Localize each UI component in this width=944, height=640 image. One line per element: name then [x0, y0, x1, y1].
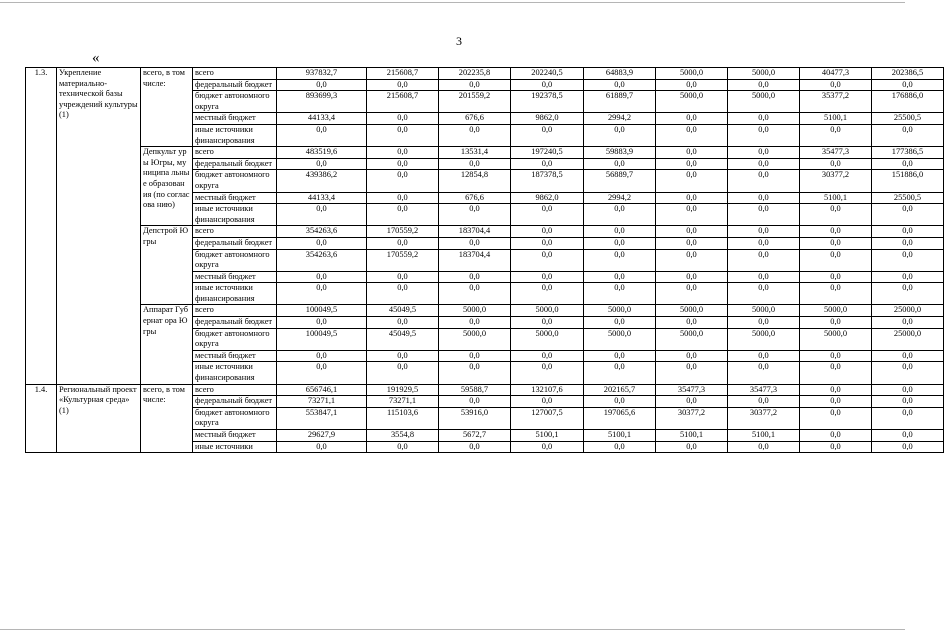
amount-cell: 0,0: [439, 362, 511, 384]
amount-cell: 44133,4: [277, 113, 367, 125]
amount-cell: 183704,4: [439, 249, 511, 271]
amount-cell: 0,0: [728, 192, 800, 204]
amount-cell: 115103,6: [367, 407, 439, 429]
amount-cell: 354263,6: [277, 249, 367, 271]
amount-cell: 5000,0: [656, 68, 728, 80]
amount-cell: 0,0: [511, 79, 584, 91]
funding-source: местный бюджет: [193, 271, 277, 283]
amount-cell: 0,0: [367, 441, 439, 453]
amount-cell: 35477,3: [656, 384, 728, 396]
amount-cell: 0,0: [872, 350, 944, 362]
amount-cell: 13531,4: [439, 147, 511, 159]
amount-cell: 0,0: [800, 237, 872, 249]
amount-cell: 0,0: [728, 204, 800, 226]
amount-cell: 0,0: [656, 362, 728, 384]
amount-cell: 0,0: [511, 362, 584, 384]
amount-cell: 0,0: [872, 396, 944, 408]
amount-cell: 0,0: [367, 204, 439, 226]
amount-cell: 61889,7: [584, 91, 656, 113]
amount-cell: 191929,5: [367, 384, 439, 396]
amount-cell: 676,6: [439, 113, 511, 125]
amount-cell: 0,0: [439, 124, 511, 146]
amount-cell: 5000,0: [511, 305, 584, 317]
amount-cell: 2994,2: [584, 192, 656, 204]
amount-cell: 73271,1: [367, 396, 439, 408]
amount-cell: 0,0: [800, 396, 872, 408]
amount-cell: 0,0: [367, 158, 439, 170]
amount-cell: 0,0: [800, 271, 872, 283]
amount-cell: 0,0: [439, 79, 511, 91]
amount-cell: 5000,0: [439, 305, 511, 317]
amount-cell: 0,0: [367, 170, 439, 192]
amount-cell: 30377,2: [800, 170, 872, 192]
amount-cell: 0,0: [800, 384, 872, 396]
amount-cell: 0,0: [800, 407, 872, 429]
amount-cell: 0,0: [656, 396, 728, 408]
amount-cell: 0,0: [872, 226, 944, 238]
amount-cell: 5100,1: [656, 430, 728, 442]
executor-cell: всего, в том числе:: [141, 384, 193, 453]
amount-cell: 0,0: [728, 396, 800, 408]
amount-cell: 192378,5: [511, 91, 584, 113]
amount-cell: 0,0: [872, 441, 944, 453]
amount-cell: 0,0: [367, 237, 439, 249]
amount-cell: 0,0: [872, 237, 944, 249]
amount-cell: 40477,3: [800, 68, 872, 80]
amount-cell: 0,0: [656, 441, 728, 453]
amount-cell: 215608,7: [367, 68, 439, 80]
amount-cell: 73271,1: [277, 396, 367, 408]
amount-cell: 5000,0: [584, 328, 656, 350]
amount-cell: 202235,8: [439, 68, 511, 80]
opening-quote-mark: «: [92, 50, 100, 66]
amount-cell: 0,0: [511, 396, 584, 408]
amount-cell: 0,0: [872, 271, 944, 283]
funding-source: местный бюджет: [193, 430, 277, 442]
amount-cell: 0,0: [800, 441, 872, 453]
amount-cell: 5000,0: [656, 91, 728, 113]
amount-cell: 5672,7: [439, 430, 511, 442]
funding-source: иные источники финансирования: [193, 124, 277, 146]
amount-cell: 0,0: [728, 441, 800, 453]
amount-cell: 0,0: [277, 237, 367, 249]
amount-cell: 0,0: [656, 192, 728, 204]
amount-cell: 5000,0: [728, 305, 800, 317]
amount-cell: 100049,5: [277, 328, 367, 350]
amount-cell: 0,0: [584, 79, 656, 91]
amount-cell: 25000,0: [872, 305, 944, 317]
amount-cell: 0,0: [511, 237, 584, 249]
funding-source: всего: [193, 384, 277, 396]
amount-cell: 0,0: [872, 79, 944, 91]
amount-cell: 3554,8: [367, 430, 439, 442]
table-body: [26, 68, 944, 453]
amount-cell: 0,0: [367, 317, 439, 329]
amount-cell: 0,0: [439, 283, 511, 305]
amount-cell: 0,0: [872, 407, 944, 429]
table-row: [26, 147, 944, 159]
page-number: 3: [456, 34, 462, 48]
amount-cell: 0,0: [656, 317, 728, 329]
amount-cell: 56889,7: [584, 170, 656, 192]
amount-cell: 0,0: [511, 271, 584, 283]
amount-cell: 0,0: [367, 147, 439, 159]
amount-cell: 0,0: [872, 384, 944, 396]
funding-source: местный бюджет: [193, 350, 277, 362]
amount-cell: 0,0: [656, 124, 728, 146]
amount-cell: 0,0: [367, 283, 439, 305]
funding-source: бюджет автономного округа: [193, 170, 277, 192]
amount-cell: 202240,5: [511, 68, 584, 80]
amount-cell: 0,0: [872, 362, 944, 384]
amount-cell: 0,0: [511, 350, 584, 362]
amount-cell: 0,0: [367, 271, 439, 283]
amount-cell: 35477,3: [728, 384, 800, 396]
amount-cell: 0,0: [584, 317, 656, 329]
amount-cell: 0,0: [584, 271, 656, 283]
amount-cell: 170559,2: [367, 249, 439, 271]
amount-cell: 127007,5: [511, 407, 584, 429]
amount-cell: 0,0: [439, 158, 511, 170]
amount-cell: 0,0: [277, 271, 367, 283]
amount-cell: 0,0: [584, 237, 656, 249]
amount-cell: 151886,0: [872, 170, 944, 192]
amount-cell: 0,0: [439, 237, 511, 249]
amount-cell: 5000,0: [728, 68, 800, 80]
amount-cell: 0,0: [728, 170, 800, 192]
funding-source: федеральный бюджет: [193, 79, 277, 91]
amount-cell: 0,0: [800, 350, 872, 362]
amount-cell: 0,0: [656, 237, 728, 249]
amount-cell: 0,0: [439, 317, 511, 329]
amount-cell: 187378,5: [511, 170, 584, 192]
amount-cell: 25000,0: [872, 328, 944, 350]
amount-cell: 0,0: [872, 317, 944, 329]
amount-cell: 0,0: [511, 204, 584, 226]
amount-cell: 0,0: [584, 226, 656, 238]
amount-cell: 5000,0: [511, 328, 584, 350]
amount-cell: 5100,1: [800, 113, 872, 125]
amount-cell: 100049,5: [277, 305, 367, 317]
funding-source: бюджет автономного округа: [193, 407, 277, 429]
amount-cell: 0,0: [511, 124, 584, 146]
amount-cell: 0,0: [800, 283, 872, 305]
financing-table: [25, 67, 944, 453]
amount-cell: 0,0: [584, 283, 656, 305]
amount-cell: 0,0: [800, 124, 872, 146]
funding-source: иные источники: [193, 441, 277, 453]
funding-source: местный бюджет: [193, 113, 277, 125]
amount-cell: 29627,9: [277, 430, 367, 442]
amount-cell: 0,0: [584, 249, 656, 271]
amount-cell: 201559,2: [439, 91, 511, 113]
amount-cell: 0,0: [439, 271, 511, 283]
amount-cell: 0,0: [439, 350, 511, 362]
amount-cell: 483519,6: [277, 147, 367, 159]
amount-cell: 0,0: [277, 283, 367, 305]
amount-cell: 0,0: [872, 249, 944, 271]
amount-cell: 354263,6: [277, 226, 367, 238]
amount-cell: 0,0: [511, 226, 584, 238]
amount-cell: 45049,5: [367, 305, 439, 317]
executor-cell: Депкульт уры Югры, муниципа льные образован ия (по согласова нию): [141, 147, 193, 226]
amount-cell: 5000,0: [728, 328, 800, 350]
amount-cell: 0,0: [656, 79, 728, 91]
amount-cell: 197065,6: [584, 407, 656, 429]
amount-cell: 64883,9: [584, 68, 656, 80]
amount-cell: 0,0: [584, 396, 656, 408]
amount-cell: 9862,0: [511, 113, 584, 125]
funding-source: иные источники финансирования: [193, 204, 277, 226]
section-number: 1.4.: [26, 384, 57, 453]
amount-cell: 0,0: [584, 441, 656, 453]
scan-edge-bottom: [0, 629, 905, 630]
amount-cell: 177386,5: [872, 147, 944, 159]
amount-cell: 0,0: [511, 249, 584, 271]
amount-cell: 25500,5: [872, 192, 944, 204]
amount-cell: 0,0: [584, 158, 656, 170]
amount-cell: 12854,8: [439, 170, 511, 192]
amount-cell: 0,0: [800, 204, 872, 226]
amount-cell: 170559,2: [367, 226, 439, 238]
scan-edge-top: [0, 2, 905, 3]
amount-cell: 0,0: [656, 271, 728, 283]
section-title: Региональный проект «Культурная среда» (1): [57, 384, 141, 453]
amount-cell: 0,0: [728, 317, 800, 329]
amount-cell: 0,0: [277, 317, 367, 329]
table-row: [26, 68, 944, 80]
amount-cell: 0,0: [511, 441, 584, 453]
executor-cell: Депстрой Югры: [141, 226, 193, 305]
amount-cell: 0,0: [439, 396, 511, 408]
amount-cell: 0,0: [656, 147, 728, 159]
amount-cell: 0,0: [800, 226, 872, 238]
funding-source: федеральный бюджет: [193, 158, 277, 170]
amount-cell: 35377,2: [800, 91, 872, 113]
amount-cell: 0,0: [584, 362, 656, 384]
amount-cell: 0,0: [277, 204, 367, 226]
amount-cell: 0,0: [367, 79, 439, 91]
table-row: [26, 384, 944, 396]
table-row: [26, 226, 944, 238]
amount-cell: 0,0: [584, 124, 656, 146]
amount-cell: 9862,0: [511, 192, 584, 204]
amount-cell: 197240,5: [511, 147, 584, 159]
amount-cell: 5000,0: [656, 328, 728, 350]
amount-cell: 0,0: [656, 226, 728, 238]
section-title: Укрепление материально-технической базы учреждений культуры (1): [57, 68, 141, 385]
funding-source: всего: [193, 226, 277, 238]
amount-cell: 5000,0: [800, 328, 872, 350]
amount-cell: 0,0: [584, 204, 656, 226]
amount-cell: 0,0: [800, 158, 872, 170]
amount-cell: 5100,1: [511, 430, 584, 442]
section-number: 1.3.: [26, 68, 57, 385]
amount-cell: 53916,0: [439, 407, 511, 429]
amount-cell: 0,0: [800, 430, 872, 442]
amount-cell: 0,0: [367, 192, 439, 204]
funding-source: федеральный бюджет: [193, 396, 277, 408]
amount-cell: 0,0: [872, 430, 944, 442]
amount-cell: 5000,0: [728, 91, 800, 113]
amount-cell: 0,0: [728, 226, 800, 238]
amount-cell: 0,0: [728, 249, 800, 271]
amount-cell: 0,0: [656, 158, 728, 170]
amount-cell: 0,0: [439, 204, 511, 226]
amount-cell: 202386,5: [872, 68, 944, 80]
funding-source: бюджет автономного округа: [193, 249, 277, 271]
amount-cell: 5000,0: [439, 328, 511, 350]
amount-cell: 0,0: [656, 113, 728, 125]
amount-cell: 25500,5: [872, 113, 944, 125]
funding-source: бюджет автономного округа: [193, 91, 277, 113]
amount-cell: 5000,0: [800, 305, 872, 317]
amount-cell: 439386,2: [277, 170, 367, 192]
amount-cell: 0,0: [800, 249, 872, 271]
funding-source: федеральный бюджет: [193, 317, 277, 329]
amount-cell: 676,6: [439, 192, 511, 204]
amount-cell: 0,0: [277, 441, 367, 453]
amount-cell: 2994,2: [584, 113, 656, 125]
amount-cell: 0,0: [277, 362, 367, 384]
amount-cell: 0,0: [511, 158, 584, 170]
amount-cell: 0,0: [728, 124, 800, 146]
amount-cell: 937832,7: [277, 68, 367, 80]
funding-source: всего: [193, 305, 277, 317]
amount-cell: 656746,1: [277, 384, 367, 396]
amount-cell: 0,0: [277, 158, 367, 170]
funding-source: иные источники финансирования: [193, 362, 277, 384]
amount-cell: 44133,4: [277, 192, 367, 204]
amount-cell: 30377,2: [728, 407, 800, 429]
amount-cell: 0,0: [872, 124, 944, 146]
amount-cell: 553847,1: [277, 407, 367, 429]
amount-cell: 132107,6: [511, 384, 584, 396]
funding-source: федеральный бюджет: [193, 237, 277, 249]
amount-cell: 5000,0: [584, 305, 656, 317]
amount-cell: 0,0: [728, 147, 800, 159]
funding-source: бюджет автономного округа: [193, 328, 277, 350]
amount-cell: 0,0: [872, 158, 944, 170]
amount-cell: 0,0: [656, 249, 728, 271]
amount-cell: 0,0: [800, 79, 872, 91]
amount-cell: 215608,7: [367, 91, 439, 113]
amount-cell: 45049,5: [367, 328, 439, 350]
executor-cell: Аппарат Губернат ора Югры: [141, 305, 193, 384]
amount-cell: 5100,1: [584, 430, 656, 442]
amount-cell: 30377,2: [656, 407, 728, 429]
amount-cell: 0,0: [367, 113, 439, 125]
amount-cell: 0,0: [511, 283, 584, 305]
amount-cell: 0,0: [728, 271, 800, 283]
amount-cell: 0,0: [872, 204, 944, 226]
amount-cell: 0,0: [656, 204, 728, 226]
amount-cell: 59588,7: [439, 384, 511, 396]
amount-cell: 0,0: [728, 113, 800, 125]
amount-cell: 0,0: [728, 283, 800, 305]
amount-cell: 0,0: [367, 350, 439, 362]
amount-cell: 0,0: [800, 317, 872, 329]
amount-cell: 0,0: [800, 362, 872, 384]
funding-source: всего: [193, 147, 277, 159]
amount-cell: 35477,3: [800, 147, 872, 159]
amount-cell: 5100,1: [800, 192, 872, 204]
amount-cell: 5000,0: [656, 305, 728, 317]
funding-source: иные источники финансирования: [193, 283, 277, 305]
amount-cell: 0,0: [728, 350, 800, 362]
amount-cell: 0,0: [584, 350, 656, 362]
amount-cell: 176886,0: [872, 91, 944, 113]
amount-cell: 0,0: [728, 158, 800, 170]
amount-cell: 0,0: [439, 441, 511, 453]
amount-cell: 0,0: [656, 170, 728, 192]
amount-cell: 0,0: [367, 124, 439, 146]
amount-cell: 202165,7: [584, 384, 656, 396]
amount-cell: 0,0: [277, 79, 367, 91]
amount-cell: 5100,1: [728, 430, 800, 442]
executor-cell: всего, в том числе:: [141, 68, 193, 147]
amount-cell: 0,0: [728, 79, 800, 91]
amount-cell: 0,0: [656, 350, 728, 362]
amount-cell: 893699,3: [277, 91, 367, 113]
table-row: [26, 305, 944, 317]
amount-cell: 183704,4: [439, 226, 511, 238]
amount-cell: 0,0: [656, 283, 728, 305]
amount-cell: 0,0: [728, 362, 800, 384]
amount-cell: 0,0: [511, 317, 584, 329]
amount-cell: 0,0: [367, 362, 439, 384]
amount-cell: 0,0: [872, 283, 944, 305]
funding-source: местный бюджет: [193, 192, 277, 204]
amount-cell: 0,0: [277, 350, 367, 362]
funding-source: всего: [193, 68, 277, 80]
amount-cell: 0,0: [277, 124, 367, 146]
amount-cell: 59883,9: [584, 147, 656, 159]
amount-cell: 0,0: [728, 237, 800, 249]
